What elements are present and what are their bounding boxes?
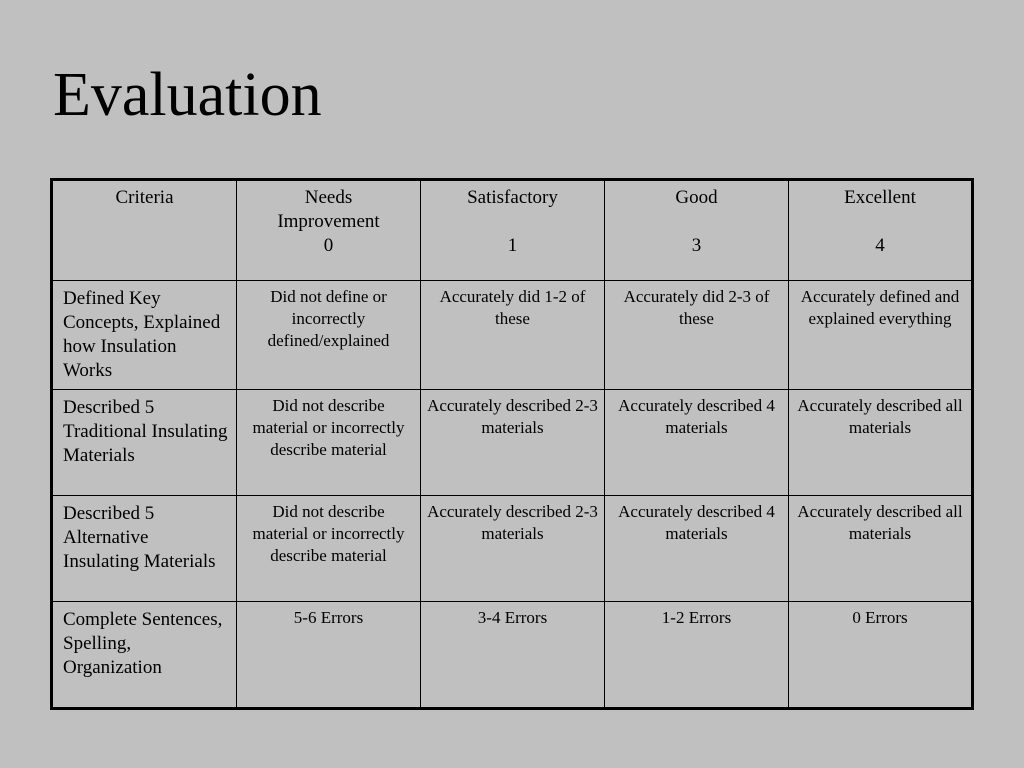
descriptor-cell: Accurately described all materials	[789, 496, 973, 602]
rubric-row-key-concepts	[52, 281, 973, 390]
header-level-satisfactory	[421, 180, 605, 281]
level-name: Satisfactory	[467, 187, 558, 208]
header-level-good	[605, 180, 789, 281]
rubric-row-traditional-materials	[52, 390, 973, 496]
descriptor-cell: 0 Errors	[789, 602, 973, 709]
slide-title: Evaluation	[53, 61, 322, 129]
level-score: 1	[507, 235, 518, 256]
descriptor-cell: Did not describe material or incorrectly describe material	[237, 496, 421, 602]
descriptor-cell: Accurately described 4 materials	[605, 390, 789, 496]
criterion-cell: Described 5 Alternative Insulating Materials	[52, 496, 237, 602]
criterion-cell: Described 5 Traditional Insulating Materials	[52, 390, 237, 496]
rubric-row-sentences-spelling	[52, 602, 973, 709]
header-level-excellent	[789, 180, 973, 281]
descriptor-cell: 3-4 Errors	[421, 602, 605, 709]
descriptor-cell: 1-2 Errors	[605, 602, 789, 709]
descriptor-cell: Did not describe material or incorrectly describe material	[237, 390, 421, 496]
descriptor-cell: Accurately defined and explained everything	[789, 281, 973, 390]
rubric-row-alternative-materials	[52, 496, 973, 602]
level-score: 0	[323, 235, 334, 256]
level-name: Good	[675, 187, 718, 208]
descriptor-cell: Accurately did 1-2 of these	[421, 281, 605, 390]
level-name: Needs Improvement	[277, 187, 380, 232]
descriptor-cell: Did not define or incorrectly defined/explained	[237, 281, 421, 390]
descriptor-cell: Accurately described 2-3 materials	[421, 390, 605, 496]
descriptor-cell: Accurately did 2-3 of these	[605, 281, 789, 390]
descriptor-cell: Accurately described 4 materials	[605, 496, 789, 602]
rubric-table	[50, 178, 974, 710]
descriptor-cell: 5-6 Errors	[237, 602, 421, 709]
criterion-cell: Complete Sentences, Spelling, Organization	[52, 602, 237, 709]
criterion-cell: Defined Key Concepts, Explained how Insulation Works	[52, 281, 237, 390]
descriptor-cell: Accurately described all materials	[789, 390, 973, 496]
level-score: 4	[875, 235, 885, 256]
header-criteria: Criteria	[52, 180, 237, 281]
rubric-header-row	[52, 180, 973, 281]
level-name: Excellent	[844, 187, 916, 208]
header-level-needs-improvement	[237, 180, 421, 281]
level-score: 3	[691, 235, 702, 256]
descriptor-cell: Accurately described 2-3 materials	[421, 496, 605, 602]
